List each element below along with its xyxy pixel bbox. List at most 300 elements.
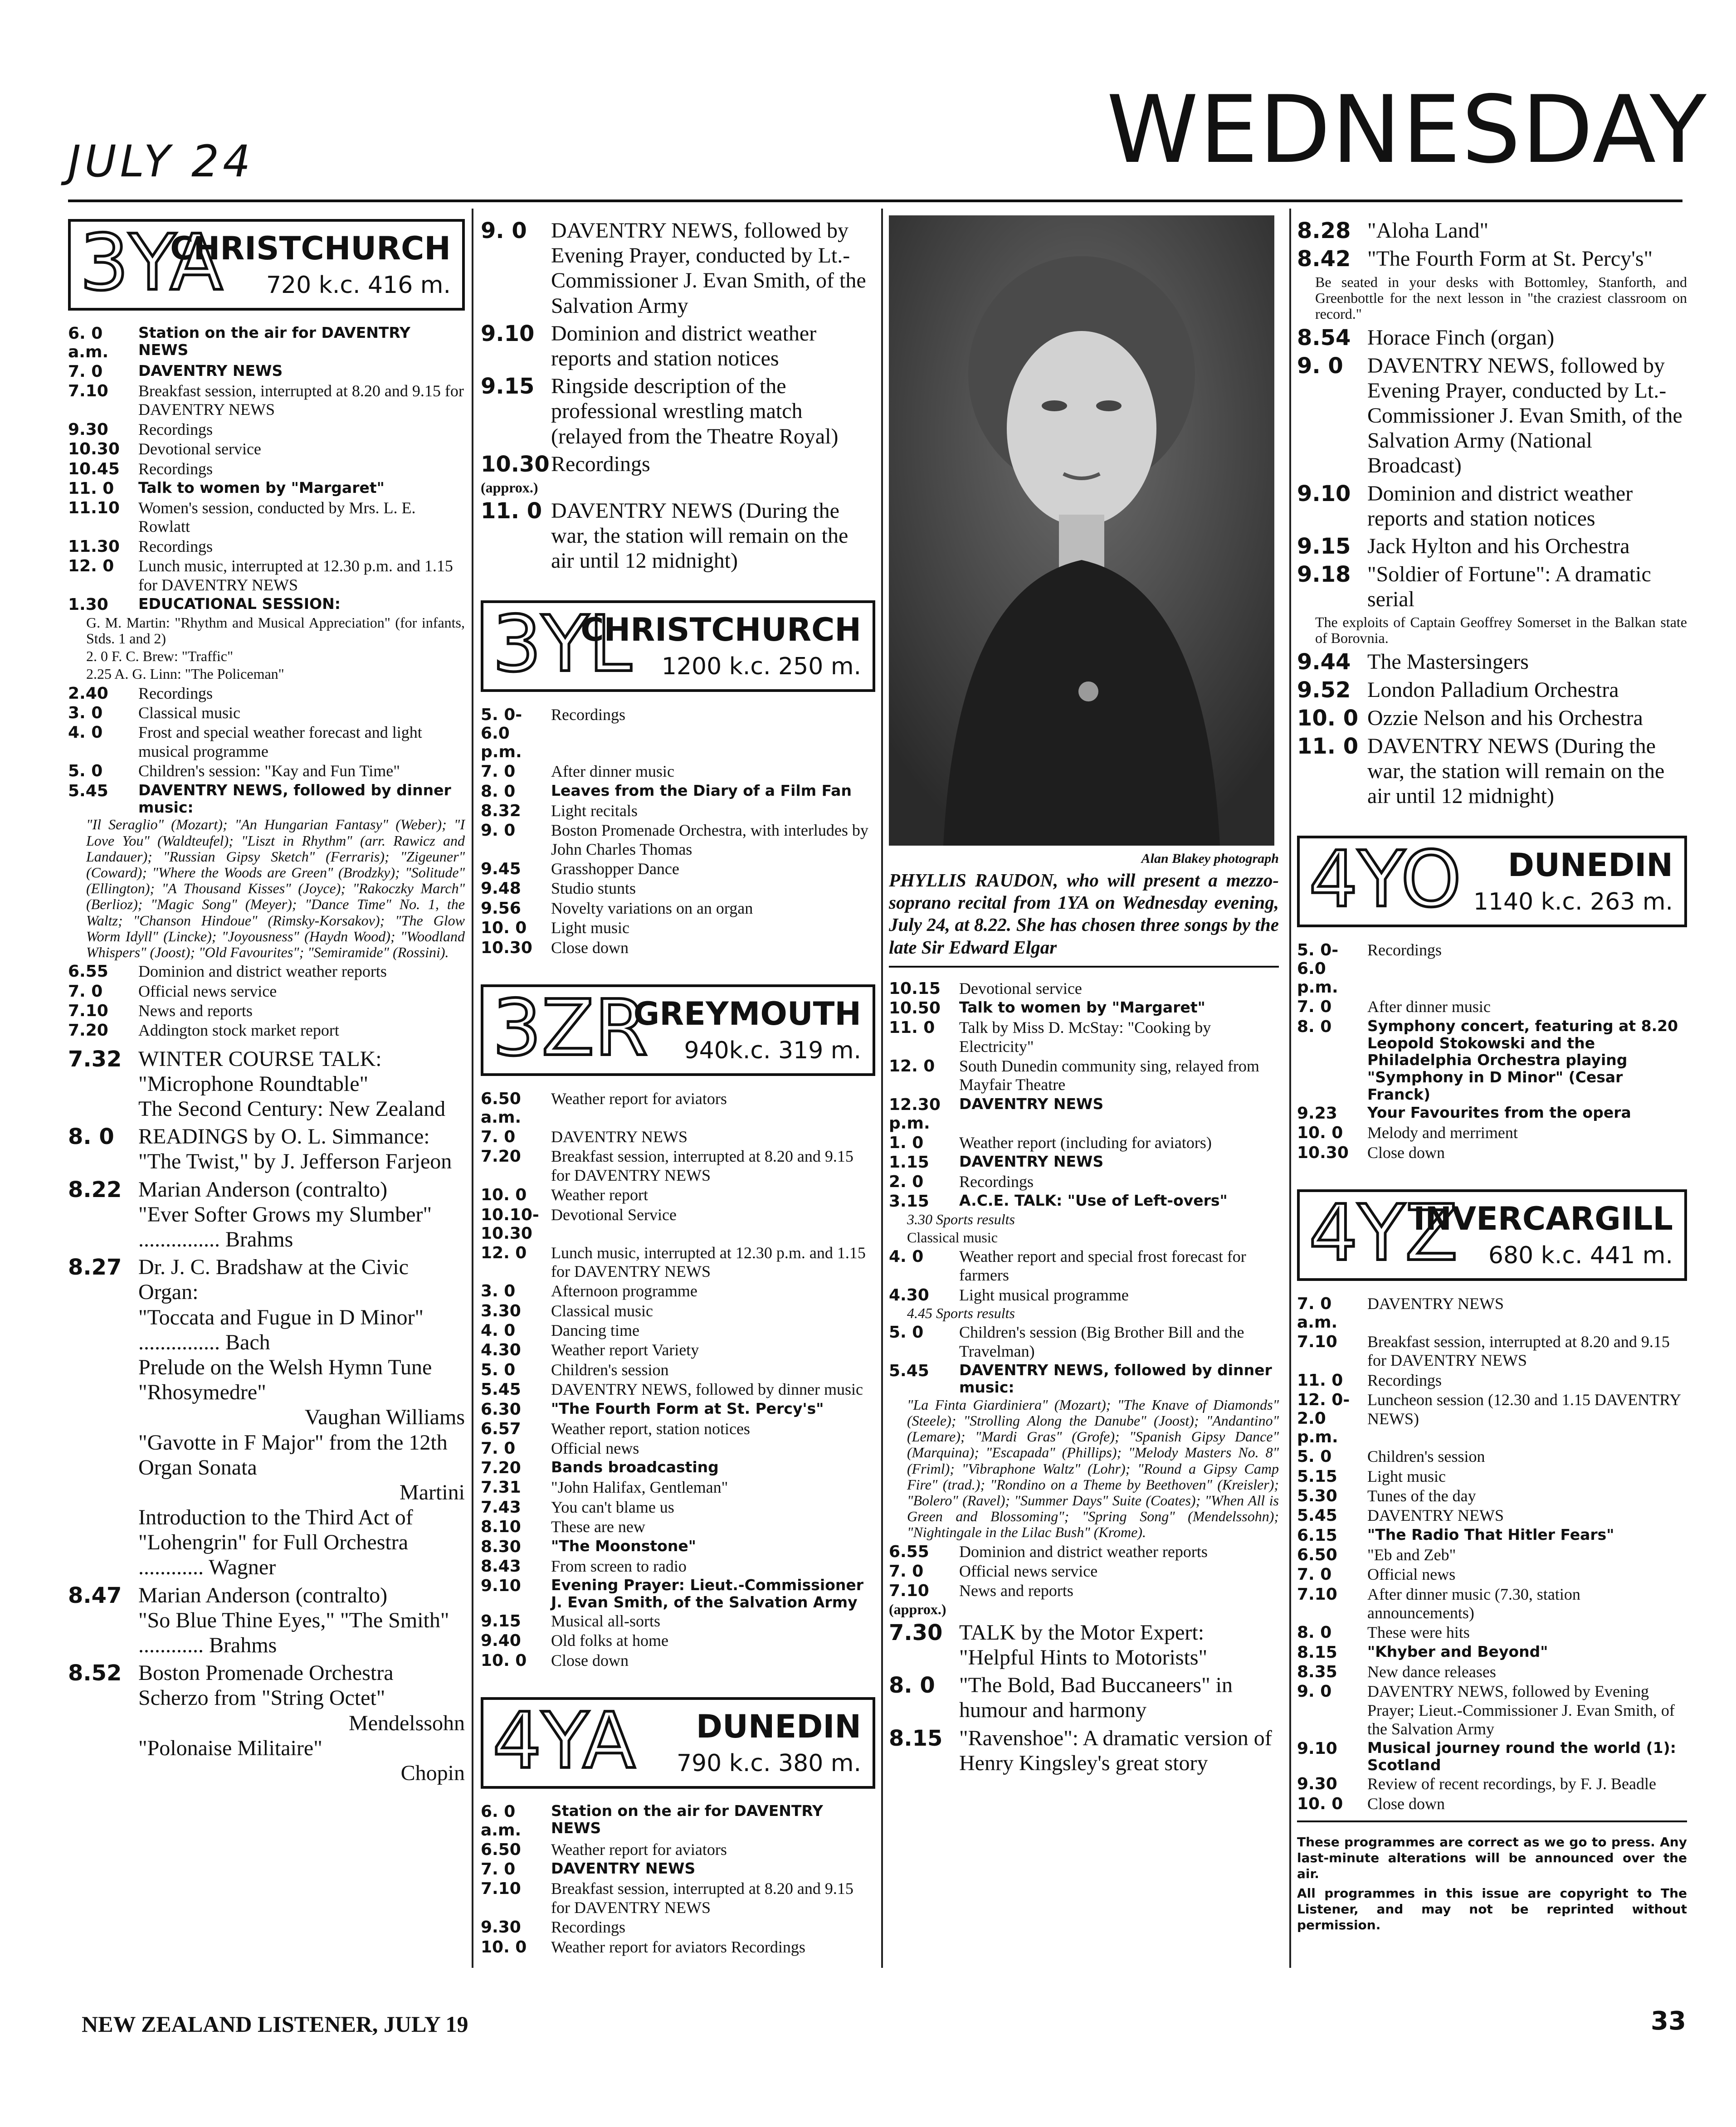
schedule-row [481, 1938, 875, 1957]
schedule-time: 10.30 [1297, 1143, 1349, 1162]
programme-note: 2. 0 F. C. Brew: "Traffic" [86, 648, 234, 665]
schedule-row [481, 1518, 875, 1536]
schedule-programme: "The Bold, Bad Buccaneers" in humour and harmony [959, 1673, 1233, 1723]
schedule-programme: "Ravenshoe": A dramatic version of Henry Kingsley's great story [959, 1726, 1272, 1775]
schedule-programme: Melody and merriment [1367, 1124, 1518, 1142]
station-frequency: 720 k.c. 416 m. [266, 272, 451, 299]
schedule-programme: Official news service [138, 982, 277, 1000]
schedule-time: 6.57 [481, 1419, 521, 1438]
programme-line: Marian Anderson (contralto) [138, 1583, 388, 1607]
schedule-programme: Dominion and district weather reports and station notices [551, 321, 817, 370]
schedule-row [481, 782, 875, 801]
schedule-programme: Lunch music, interrupted at 12.30 p.m. and 1.15 for DAVENTRY NEWS [138, 557, 453, 594]
schedule-time: 9.30 [481, 1918, 521, 1937]
station-frequency: 680 k.c. 441 m. [1488, 1242, 1673, 1270]
schedule-programme: Official news [1367, 1565, 1456, 1584]
schedule-programme: Breakfast session, interrupted at 8.20 and 9.15 for DAVENTRY NEWS [551, 1147, 853, 1184]
schedule-time: 5.30 [1297, 1487, 1337, 1505]
schedule-row [68, 704, 465, 722]
schedule-programme: EDUCATIONAL SESSION: [138, 594, 341, 613]
schedule-programme: "Eb and Zeb" [1367, 1545, 1456, 1564]
schedule-row [68, 962, 465, 981]
station-call-sign: 3YL [493, 599, 632, 690]
schedule-programme [138, 1255, 465, 1580]
station-box-3ya [68, 219, 465, 311]
schedule-time: 7.10 [481, 1879, 521, 1898]
schedule-row [889, 1057, 1279, 1095]
schedule-programme [138, 1124, 465, 1174]
schedule-list [68, 324, 465, 1040]
schedule-row [1297, 325, 1687, 350]
programme-line: "Polonaise Militaire" [138, 1736, 322, 1760]
schedule-row [68, 499, 465, 536]
schedule-time: 4. 0 [889, 1247, 924, 1266]
schedule-programme: DAVENTRY NEWS [1367, 1506, 1504, 1525]
schedule-programme: Station on the air for DAVENTRY NEWS [138, 324, 410, 359]
schedule-time: 7. 0 [481, 762, 516, 781]
schedule-programme: Recordings [138, 459, 213, 478]
schedule-time: 7.31 [481, 1478, 521, 1497]
programme-line: WINTER COURSE TALK: [138, 1046, 382, 1071]
schedule-time: 6.50 [481, 1840, 521, 1859]
schedule-row [1297, 1295, 1687, 1332]
schedule-list [481, 1090, 875, 1670]
schedule-row [1297, 353, 1687, 478]
schedule-programme: Talk to women by "Margaret" [959, 998, 1205, 1017]
schedule-row [1297, 1682, 1687, 1738]
schedule-programme: After dinner music [551, 762, 674, 781]
schedule-time: 11. 0 [1297, 733, 1359, 759]
station-frequency: 790 k.c. 380 m. [676, 1750, 861, 1777]
schedule-time: 3.15 [889, 1192, 929, 1211]
schedule-row [889, 1726, 1279, 1776]
schedule-row [889, 1673, 1279, 1723]
schedule-programme: DAVENTRY NEWS [959, 1153, 1104, 1171]
schedule-row [481, 879, 875, 898]
schedule-time: 8. 0 [68, 1124, 114, 1150]
schedule-row [1297, 998, 1687, 1016]
schedule-row [1297, 246, 1687, 272]
station-city: DUNEDIN [1507, 847, 1673, 884]
column-divider [472, 209, 473, 1968]
programme-note: Classical music [907, 1229, 998, 1246]
schedule-programme: Musical all-sorts [551, 1611, 660, 1630]
schedule-row [889, 979, 1279, 998]
schedule-programme: Talk by Miss D. McStay: "Cooking by Electricity" [959, 1018, 1211, 1056]
column-divider [1289, 209, 1291, 1968]
schedule-row [1297, 1467, 1687, 1486]
station-city: INVERCARGILL [1413, 1200, 1673, 1238]
schedule-row [68, 595, 465, 614]
programme-line: "Ever Softer Grows my Slumber" ............... Brahms [138, 1202, 432, 1252]
schedule-programme: DAVENTRY NEWS [138, 362, 283, 380]
schedule-programme: Children's session: "Kay and Fun Time" [138, 762, 400, 780]
schedule-programme: Lunch music, interrupted at 12.30 p.m. and 1.15 for DAVENTRY NEWS [551, 1243, 866, 1280]
station-city: DUNEDIN [696, 1708, 861, 1746]
schedule-row [481, 1361, 875, 1379]
schedule-row [481, 762, 875, 781]
schedule-programme: Station on the air for DAVENTRY NEWS [551, 1802, 823, 1837]
schedule-time: 7. 0 [68, 362, 103, 381]
schedule-programme: The Mastersingers [1367, 649, 1529, 674]
schedule-programme: Tunes of the day [1367, 1487, 1476, 1505]
schedule-time: 10.30 [481, 938, 532, 957]
schedule-time: 10. 0 [481, 1186, 527, 1205]
schedule-time: 8.28 [1297, 218, 1351, 243]
schedule-time: 8.47 [68, 1582, 122, 1608]
footer-publication: NEW ZEALAND LISTENER, JULY 19 [82, 2011, 468, 2037]
schedule-time: 8.22 [68, 1177, 122, 1202]
schedule-time: 9.15 [481, 374, 535, 399]
schedule-row [889, 1095, 1279, 1133]
schedule-row [68, 460, 465, 478]
schedule-programme: After dinner music (7.30, station announcements) [1367, 1585, 1580, 1622]
section-divider [1297, 1820, 1687, 1822]
schedule-programme: "The Fourth Form at St. Percy's" [1367, 247, 1653, 271]
schedule-time: 10.15 [889, 979, 941, 998]
station-frequency: 1200 k.c. 250 m. [661, 653, 861, 681]
schedule-programme: Breakfast session, interrupted at 8.20 and 9.15 for DAVENTRY NEWS [138, 382, 464, 419]
schedule-programme: "Soldier of Fortune": A dramatic serial [1367, 562, 1651, 612]
schedule-time: 8.10 [481, 1518, 521, 1537]
schedule-programme: Recordings [138, 537, 213, 555]
schedule-row [1297, 1333, 1687, 1370]
schedule-programme: "The Moonstone" [551, 1537, 696, 1555]
schedule-programme: Your Favourites from the opera [1367, 1104, 1631, 1122]
schedule-time: 9.52 [1297, 677, 1351, 703]
approx-label: (approx.) [481, 479, 538, 496]
schedule-row [481, 1577, 875, 1611]
schedule-programme [138, 1177, 465, 1252]
schedule-time: 6.55 [889, 1542, 929, 1561]
schedule-time: 12. 0 [889, 1056, 935, 1076]
schedule-time: 9.10 [481, 1576, 521, 1595]
station-call-sign: 3YA [80, 218, 223, 308]
schedule-time: 7.20 [68, 1021, 108, 1040]
programme-note: "Il Seraglio" (Mozart); "An Hungarian Fantasy" (Weber); "I Love You" (Waldteufel); "Liszt in Rhythm" (arr. Rawicz and Landauer); "Russian Gipsy Sketch" (Ferraris); "Zigeuner" (Coward); "Where the Woods are Green" (Brodzky); "Solitude" (Ellington); "A Thousand Kisses" (Joyce); "Rakoczky March" (Berlioz); "Magic Song" (Meyer); "Dance Time" No. 1, the Waltz; "Chanson Hindoue" (Rimsky-Korsakov); "The Glow Worm Idyll" (Lincke); "Joyousness" (Haydn Wood); "Woodland Whispers" (Joost); "Old Favourites"; "Semiramide" (Rossini). [86, 816, 465, 960]
schedule-row [68, 782, 465, 816]
programme-line: Scherzo from "String Octet" [138, 1686, 385, 1710]
schedule-row [889, 1362, 1279, 1396]
station-city: CHRISTCHURCH [580, 611, 861, 649]
schedule-time: 2. 0 [889, 1173, 924, 1192]
schedule-time: 3. 0 [68, 704, 103, 723]
schedule-time: 7.10 [68, 1001, 108, 1020]
schedule-row [889, 999, 1279, 1017]
schedule-row [68, 1046, 465, 1122]
schedule-time: 6.50 a.m. [481, 1089, 522, 1127]
schedule-time: 1.15 [889, 1153, 929, 1172]
schedule-row [481, 498, 875, 574]
schedule-time: 4.30 [889, 1285, 929, 1304]
schedule-programme: "Khyber and Beyond" [1367, 1642, 1548, 1660]
schedule-row [68, 324, 465, 361]
schedule-row [481, 1400, 875, 1419]
schedule-row [1297, 1487, 1687, 1505]
schedule-time: 10.10-10.30 [481, 1205, 539, 1243]
schedule-time: 6. 0 a.m. [68, 324, 109, 361]
column-3 [889, 215, 1279, 1778]
schedule-time: 7. 0 [481, 1127, 516, 1146]
schedule-programme: Musical journey round the world (1): Scotland [1367, 1739, 1676, 1774]
header-rule [68, 200, 1682, 202]
schedule-programme: Classical music [138, 704, 240, 722]
schedule-programme: Jack Hylton and his Orchestra [1367, 534, 1630, 558]
schedule-row [1297, 562, 1687, 612]
schedule-programme: Weather report for aviators [551, 1089, 727, 1108]
programme-line: READINGS by O. L. Simmance: "The Twist," by J. Jefferson Farjeon [138, 1124, 452, 1174]
schedule-list [1297, 649, 1687, 809]
programme-line: Mendelssohn [349, 1711, 465, 1735]
schedule-row [1297, 677, 1687, 703]
schedule-time: 7.32 [68, 1046, 122, 1072]
schedule-time: 8.42 [1297, 246, 1351, 272]
schedule-programme: DAVENTRY NEWS [551, 1859, 696, 1878]
programme-line: Vaughan Williams [304, 1405, 465, 1430]
schedule-programme: Weather report (including for aviators) [959, 1133, 1212, 1152]
schedule-row [68, 1255, 465, 1580]
schedule-time: 10.30 [481, 451, 550, 477]
programme-line: "So Blue Thine Eyes," "The Smith" ............ Brahms [138, 1608, 449, 1658]
schedule-time: 12. 0 [481, 1243, 527, 1262]
schedule-row [68, 723, 465, 761]
schedule-programme: "John Halifax, Gentleman" [551, 1478, 728, 1497]
schedule-row [889, 1562, 1279, 1581]
schedule-time: 8.52 [68, 1660, 122, 1686]
schedule-row [68, 1021, 465, 1040]
schedule-row [481, 1612, 875, 1631]
schedule-time: 5. 0 [889, 1323, 924, 1342]
schedule-time: 9.10 [1297, 481, 1351, 506]
station-frequency: 1140 k.c. 263 m. [1473, 888, 1673, 916]
schedule-time: 12. 0-2.0 p.m. [1297, 1391, 1350, 1447]
schedule-time: 6. 0 a.m. [481, 1802, 522, 1840]
schedule-programme: Dominion and district weather reports [959, 1542, 1208, 1561]
schedule-time: 5.45 [68, 781, 108, 800]
schedule-programme: Ozzie Nelson and his Orchestra [1367, 706, 1643, 730]
schedule-row [68, 382, 465, 419]
schedule-time: 8.27 [68, 1255, 122, 1280]
schedule-time: 9.30 [68, 420, 108, 439]
schedule-row [481, 899, 875, 918]
schedule-programme: Weather report for aviators Recordings [551, 1937, 805, 1956]
alterations-notice: These programmes are correct as we go to press. Any last-minute alterations will be announced over the air. [1297, 1834, 1687, 1881]
schedule-row [889, 1173, 1279, 1191]
programme-note: G. M. Martin: "Rhythm and Musical Appreciation" (for infants, Stds. 1 and 2) [86, 614, 465, 647]
schedule-row [481, 321, 875, 371]
schedule-programme: DAVENTRY NEWS (During the war, the station will remain on the air until 12 midnight) [551, 498, 848, 573]
schedule-row [481, 1557, 875, 1576]
programme-line: Prelude on the Welsh Hymn Tune "Rhosymedre" [138, 1355, 432, 1405]
schedule-row [481, 1631, 875, 1650]
schedule-programme: Dominion and district weather reports [138, 962, 387, 981]
schedule-row [481, 1459, 875, 1477]
schedule-row [481, 1651, 875, 1670]
schedule-programme: Afternoon programme [551, 1282, 697, 1300]
schedule-programme: Talk to women by "Margaret" [138, 478, 385, 496]
schedule-time: 5. 0 [1297, 1447, 1332, 1466]
schedule-row [68, 1124, 465, 1174]
schedule-row [481, 452, 875, 477]
schedule-programme: A.C.E. TALK: "Use of Left-overs" [959, 1192, 1228, 1210]
schedule-time: 8.15 [889, 1725, 943, 1751]
schedule-programme: Children's session [551, 1360, 669, 1379]
schedule-time: 8.30 [481, 1537, 521, 1556]
copyright-notice: All programmes in this issue are copyright to The Listener, and may not be reprinted without permission. [1297, 1885, 1687, 1932]
schedule-row [68, 557, 465, 594]
schedule-row [481, 1186, 875, 1204]
schedule-programme: DAVENTRY NEWS, followed by dinner music: [959, 1361, 1272, 1396]
schedule-time: 10. 0 [481, 919, 527, 938]
schedule-programme [138, 1660, 465, 1786]
schedule-programme: DAVENTRY NEWS [959, 1095, 1104, 1113]
schedule-time: 9. 0 [481, 218, 527, 243]
programme-line: Marian Anderson (contralto) [138, 1177, 388, 1202]
schedule-list [1297, 218, 1687, 272]
schedule-programme: DAVENTRY NEWS (During the war, the station will remain on the air until 12 midnight) [1367, 734, 1665, 808]
schedule-row [68, 1002, 465, 1020]
programme-note: "La Finta Giardiniera" (Mozart); "The Knave of Diamonds" (Steele); "Strolling Along the Danube" (Joost); "Andantino" (Lemare); "Mardi Gras" (Grofe); "Spanish Gipsy Dance" (Marquina); "Escapada" (Phillips); "Melody Masters No. 8" (Friml); "Vibraphone Waltz" (Lohr); "Round a Gipsy Camp Fire" (trad.); "Rondino on a Theme by Beethoven" (Kreisler); "Bolero" (Ravel); "Summer Days" Suite (Coates); "When All is Green and Blossoming"; "Spring Song" (Mendelssohn); "Nightingale in the Lilac Bush" (Krome). [907, 1396, 1279, 1541]
station-call-sign: 3ZR [493, 983, 648, 1073]
schedule-row [481, 1302, 875, 1320]
schedule-row [68, 440, 465, 458]
schedule-programme: You can't blame us [551, 1498, 674, 1516]
schedule-row [68, 1177, 465, 1252]
schedule-time: 7. 0 [889, 1562, 924, 1581]
schedule-time: 5.45 [1297, 1506, 1337, 1525]
schedule-programme: Boston Promenade Orchestra, with interludes by John Charles Thomas [551, 821, 868, 858]
schedule-programme: Dominion and district weather reports and station notices [1367, 481, 1633, 531]
schedule-programme: Devotional Service [551, 1205, 677, 1224]
schedule-time: 11. 0 [1297, 1371, 1343, 1390]
schedule-row [481, 1147, 875, 1185]
schedule-time: 10.45 [68, 459, 120, 478]
schedule-programme: Recordings [551, 452, 650, 476]
schedule-row [68, 420, 465, 439]
schedule-time: 10. 0 [1297, 1794, 1343, 1813]
schedule-programme: Horace Finch (organ) [1367, 325, 1555, 350]
schedule-programme: Weather report [551, 1186, 648, 1204]
schedule-programme: Devotional service [138, 440, 261, 458]
station-call-sign: 4YA [493, 1696, 636, 1786]
schedule-time: 7.43 [481, 1498, 521, 1517]
schedule-programme: DAVENTRY NEWS, followed by dinner music: [138, 781, 451, 816]
schedule-programme: Devotional service [959, 979, 1082, 998]
schedule-programme: Children's session [1367, 1447, 1485, 1466]
schedule-programme: New dance releases [1367, 1662, 1496, 1681]
schedule-row [1297, 1565, 1687, 1584]
programme-line: Martini [400, 1480, 465, 1504]
schedule-time: 7.20 [481, 1459, 521, 1478]
schedule-row [481, 1918, 875, 1937]
schedule-row [481, 218, 875, 318]
schedule-programme: Frost and special weather forecast and light musical programme [138, 723, 422, 760]
schedule-time: 7.10 [1297, 1333, 1337, 1352]
schedule-row [481, 1380, 875, 1399]
schedule-time: 9.56 [481, 899, 521, 918]
schedule-row [68, 1660, 465, 1786]
schedule-programme: DAVENTRY NEWS, followed by dinner music [551, 1380, 863, 1399]
station-box-4ya [481, 1697, 875, 1789]
schedule-programme: Weather report for aviators [551, 1840, 727, 1859]
portrait-image [889, 215, 1274, 846]
schedule-time: 9.15 [481, 1611, 521, 1631]
schedule-time: 5. 0 [68, 762, 103, 781]
schedule-programme [138, 1046, 465, 1122]
photo-caption: PHYLLIS RAUDON, who will present a mezzo-soprano recital from 1YA on Wednesday evening, July 24, at 8.22. She has chosen three songs by the late Sir Edward Elgar [889, 870, 1279, 958]
schedule-row [481, 919, 875, 937]
schedule-row [1297, 1124, 1687, 1142]
programme-line: "Microphone Roundtable" [138, 1071, 369, 1096]
schedule-programme: London Palladium Orchestra [1367, 677, 1619, 702]
schedule-time: 10. 0 [481, 1651, 527, 1670]
schedule-time: 6.55 [68, 962, 108, 981]
schedule-row [1297, 218, 1687, 243]
schedule-list [1297, 325, 1687, 612]
schedule-programme: DAVENTRY NEWS [551, 1127, 688, 1146]
schedule-time: 8. 0 [1297, 1623, 1332, 1642]
schedule-programme: Light music [1367, 1467, 1446, 1485]
schedule-time: 11. 0 [481, 498, 542, 524]
schedule-time: 4. 0 [68, 723, 103, 742]
programme-line: Chopin [400, 1761, 465, 1785]
photo-credit: Alan Blakey photograph [1141, 851, 1279, 866]
schedule-row [68, 982, 465, 1001]
programme-line: Boston Promenade Orchestra [138, 1661, 394, 1685]
schedule-time: 9. 0 [481, 821, 516, 840]
schedule-row [1297, 734, 1687, 809]
schedule-row [1297, 1546, 1687, 1564]
schedule-programme: Close down [1367, 1143, 1445, 1162]
schedule-row [889, 1620, 1279, 1670]
schedule-row [1297, 1526, 1687, 1545]
station-box-3zr [481, 984, 875, 1076]
schedule-time: 1.30 [68, 595, 108, 614]
schedule-programme: Recordings [959, 1173, 1034, 1191]
schedule-row [1297, 1447, 1687, 1466]
schedule-time: 5.15 [1297, 1467, 1337, 1486]
station-city: GREYMOUTH [633, 995, 861, 1032]
schedule-programme: Recordings [138, 684, 213, 702]
schedule-time: 9.48 [481, 879, 521, 898]
schedule-programme: Recordings [138, 420, 213, 438]
schedule-time: 5.45 [889, 1362, 929, 1380]
schedule-row [1297, 1506, 1687, 1525]
schedule-programme: Evening Prayer: Lieut.-Commissioner J. Evan Smith, of the Salvation Army [551, 1576, 864, 1611]
schedule-programme: Bands broadcasting [551, 1458, 719, 1476]
schedule-row [1297, 1739, 1687, 1774]
schedule-programme: Recordings [1367, 941, 1442, 959]
station-box-4yz [1297, 1189, 1687, 1281]
schedule-row [481, 1478, 875, 1497]
schedule-list [481, 1802, 875, 1957]
programme-note: 4.45 Sports results [907, 1305, 1015, 1322]
schedule-programme: DAVENTRY NEWS, followed by Evening Prayer, conducted by Lt.-Commissioner J. Evan Smith, of the Salvation Army (National Broadcast) [1367, 353, 1682, 478]
schedule-row [481, 1498, 875, 1517]
station-box-3yl [481, 600, 875, 692]
schedule-list [1297, 1295, 1687, 1813]
schedule-time: 6.50 [1297, 1545, 1337, 1564]
schedule-time: 9.18 [1297, 561, 1351, 587]
schedule-programme: Weather report Variety [551, 1341, 699, 1359]
schedule-list [481, 706, 875, 957]
schedule-time: 4.30 [481, 1341, 521, 1360]
schedule-row [1297, 706, 1687, 731]
schedule-row [1297, 1623, 1687, 1642]
schedule-time: 8.32 [481, 801, 521, 820]
schedule-time: 9. 0 [1297, 1682, 1332, 1701]
station-frequency: 940k.c. 319 m. [684, 1037, 861, 1064]
